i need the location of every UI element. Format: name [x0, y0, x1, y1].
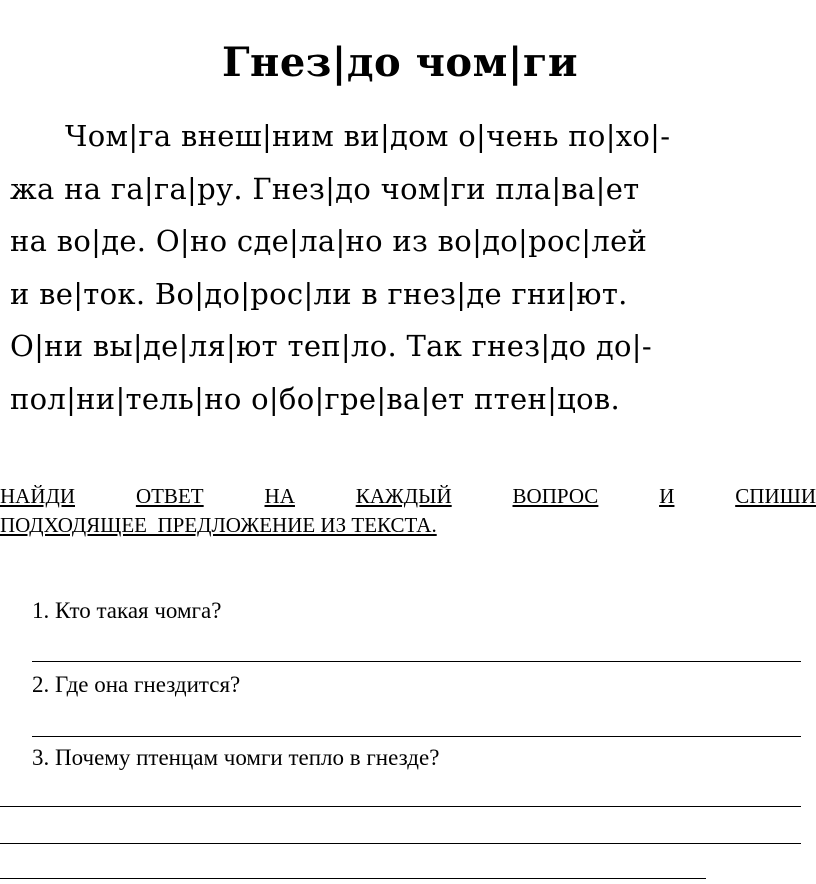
answer-line-1[interactable]: [32, 661, 801, 662]
story-line-6: пол|ни|тель|но о|бо|гре|ва|ет птен|цов.: [10, 381, 621, 416]
story-line-3: на во|де. О|но сде|ла|но из во|до|рос|лей: [10, 224, 648, 258]
story-text: [10, 110, 800, 425]
instruction-line-1: [0, 482, 816, 511]
story-line-1: Чом|га внеш|ним ви|дом о|чень по|хо|-: [65, 119, 671, 153]
instruction-word: ВОПРОС: [512, 484, 599, 508]
answer-line-2[interactable]: [32, 736, 801, 737]
answer-line-5[interactable]: [0, 878, 706, 879]
question-3: 3. Почему птенцам чомги тепло в гнезде?: [32, 745, 440, 770]
instruction-word: СПИШИ: [735, 484, 816, 508]
instruction-word: КАЖДЫЙ: [355, 484, 452, 508]
answer-line-3[interactable]: [0, 806, 801, 807]
story-line-4: и ве|ток. Во|до|рос|ли в гнез|де гни|ют.: [10, 276, 628, 311]
task-instruction: [0, 482, 816, 540]
story-line-2: жа на га|га|ру. Гнез|до чом|ги пла|ва|ет: [10, 171, 640, 206]
instruction-word: И: [659, 484, 675, 508]
instruction-word: ОТВЕТ: [135, 484, 204, 508]
question-2: 2. Где она гнездится?: [32, 672, 241, 697]
question-1: 1. Кто такая чомга?: [32, 598, 222, 623]
instruction-word: НА: [264, 484, 295, 508]
story-line-5: О|ни вы|де|ля|ют теп|ло. Так гнез|до до|-: [10, 329, 652, 363]
worksheet-title: Гнез|до чом|ги: [221, 39, 579, 86]
instruction-word: НАЙДИ: [0, 484, 75, 508]
instruction-line-2: ПОДХОДЯЩЕЕ ПРЕДЛОЖЕНИЕ ИЗ ТЕКСТА.: [0, 513, 437, 537]
answer-line-4[interactable]: [0, 843, 801, 844]
